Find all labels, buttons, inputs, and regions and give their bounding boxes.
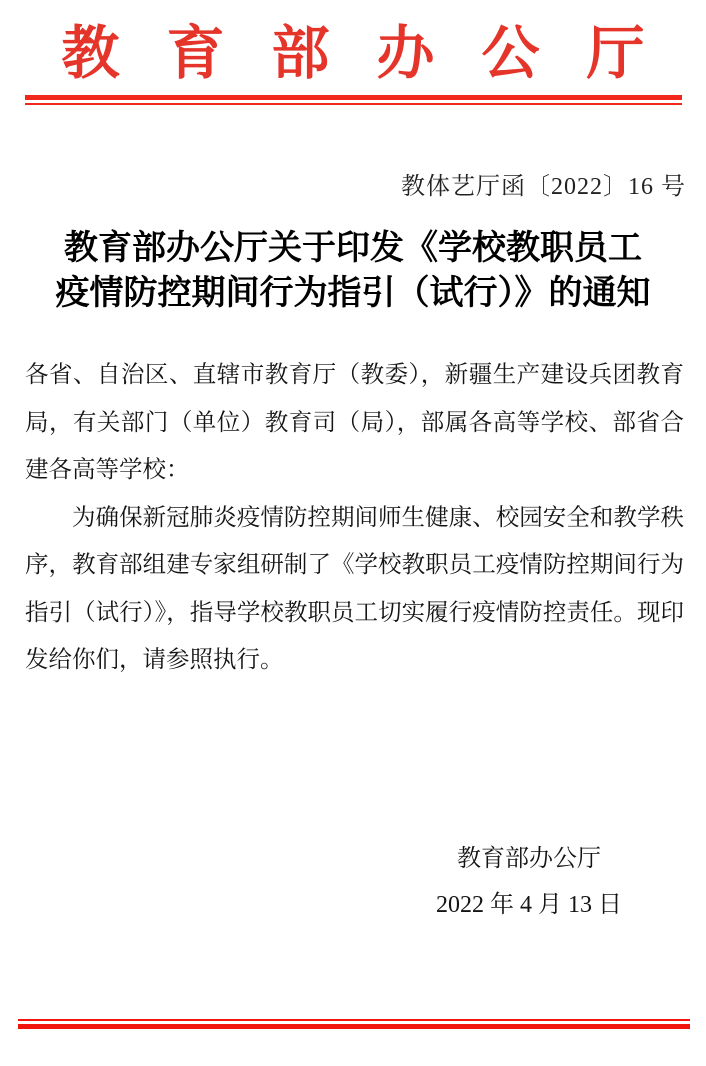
main-paragraph: 为确保新冠肺炎疫情防控期间师生健康、校园安全和教学秩序，教育部组建专家组研制了《学校教职员工疫情防控期间行为指引（试行）》，指导学校教职员工切实履行疫情防控责任。现印发给你们，请参照执行。 bbox=[25, 504, 684, 673]
signature-block bbox=[436, 836, 622, 928]
document-title-line2: 疫情防控期间行为指引（试行）》的通知 bbox=[55, 275, 651, 312]
letterhead-divider-line bbox=[25, 95, 682, 105]
signature-date: 2022 年 4 月 13 日 bbox=[436, 892, 622, 918]
document-body bbox=[25, 352, 684, 685]
letterhead-agency-name: 教育部办公厅 bbox=[61, 21, 692, 86]
document-title-line1: 教育部办公厅关于印发《学校教职员工 bbox=[64, 230, 642, 267]
document-number: 教体艺厅函〔2022〕16 号 bbox=[401, 174, 686, 200]
addressee-paragraph: 各省、自治区、直辖市教育厅（教委），新疆生产建设兵团教育局，有关部门（单位）教育司（局），部属各高等学校、部省合建各高等学校： bbox=[25, 362, 684, 483]
signature-agency: 教育部办公厅 bbox=[457, 846, 601, 872]
document-title bbox=[10, 226, 696, 316]
footer-divider-line bbox=[18, 1019, 690, 1029]
